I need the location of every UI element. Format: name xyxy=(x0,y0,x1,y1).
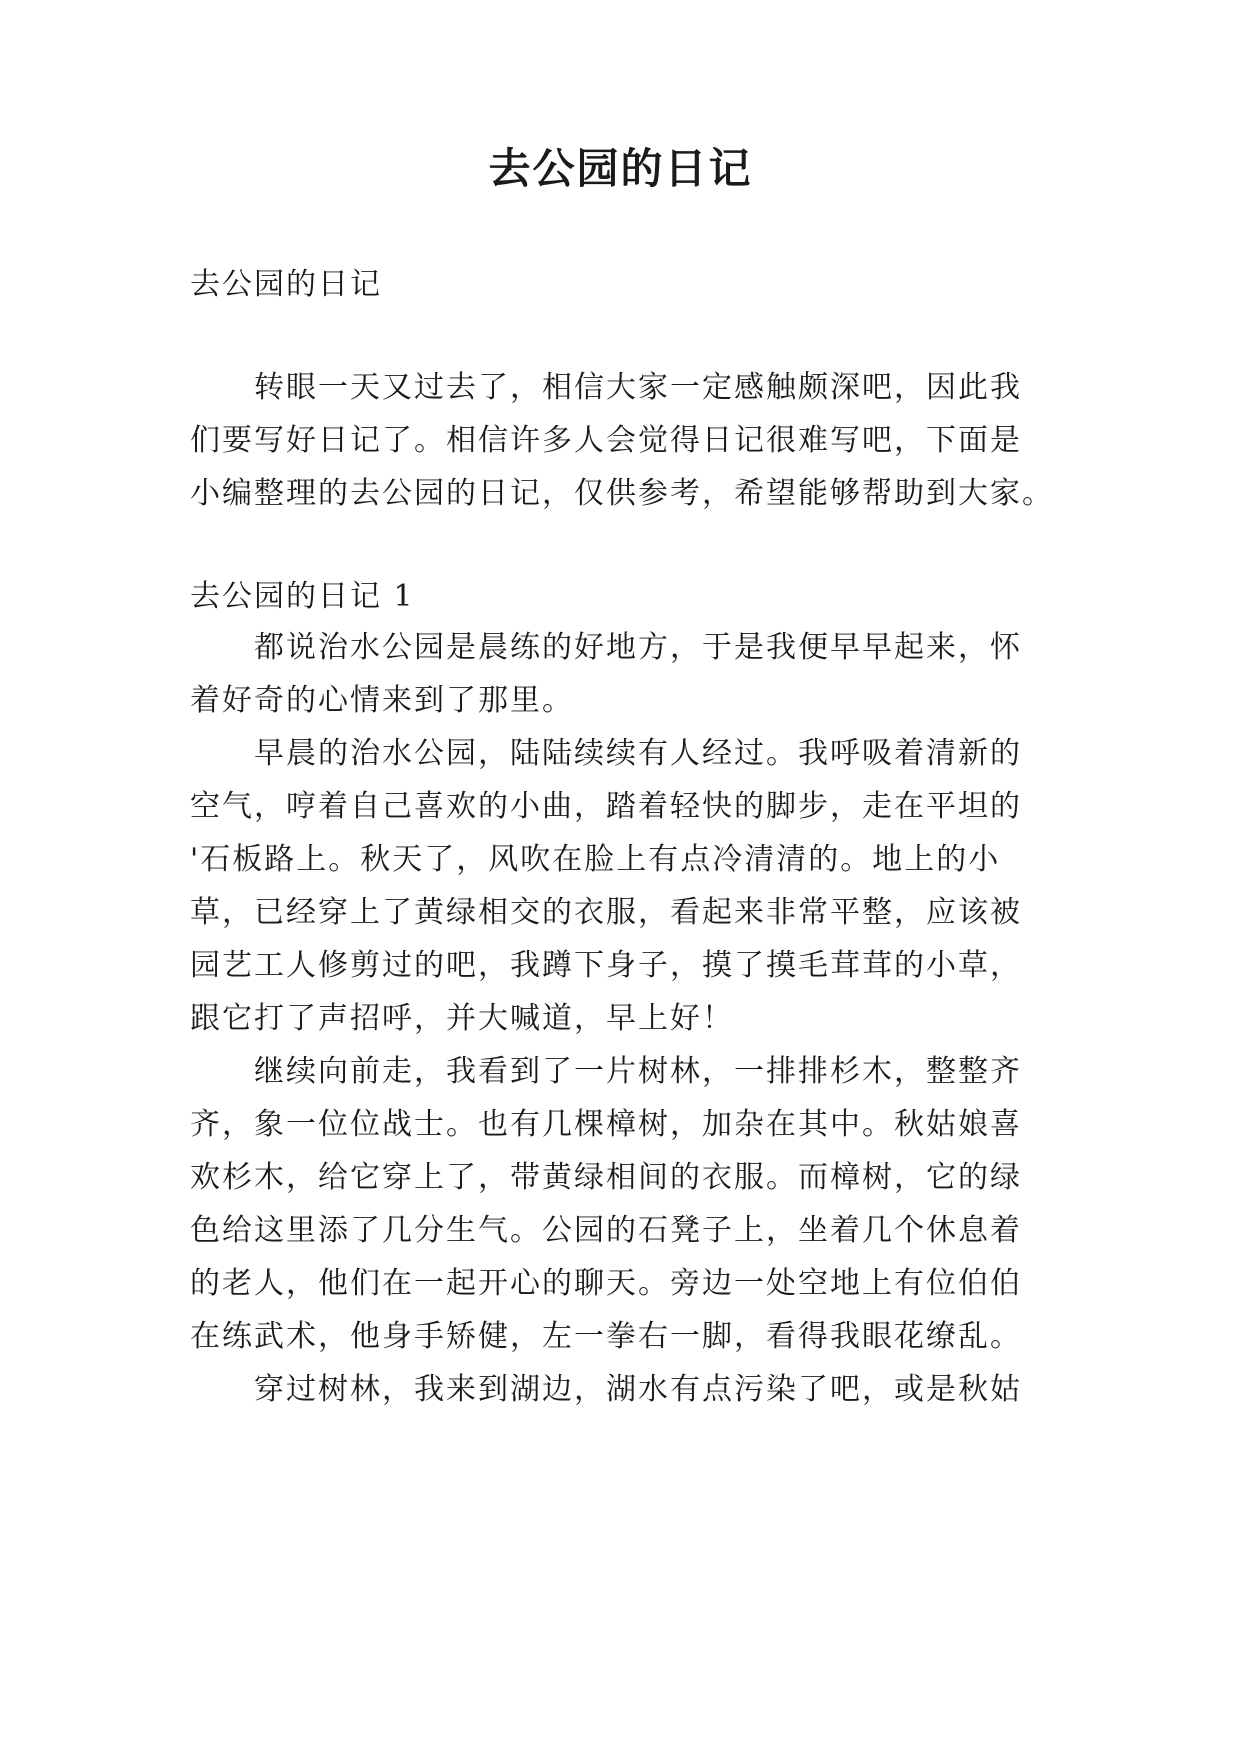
subtitle: 去公园的日记 xyxy=(190,267,382,302)
section-heading: 去公园的日记 1 xyxy=(190,579,415,614)
intro-line: 们要写好日记了。相信许多人会觉得日记很难写吧，下面是 xyxy=(190,423,1022,458)
intro-line: 小编整理的去公园的日记，仅供参考，希望能够帮助到大家。 xyxy=(190,476,1054,511)
body-line: 在练武术，他身手矫健，左一拳右一脚，看得我眼花缭乱。 xyxy=(190,1319,1022,1354)
body-line: 着好奇的心情来到了那里。 xyxy=(190,683,574,718)
document-title: 去公园的日记 xyxy=(488,144,753,193)
body-line: 齐，象一位位战士。也有几棵樟树，加杂在其中。秋姑娘喜 xyxy=(190,1107,1022,1142)
body-line: 继续向前走，我看到了一片树林，一排排杉木，整整齐 xyxy=(254,1054,1022,1089)
body-line: 园艺工人修剪过的吧，我蹲下身子，摸了摸毛茸茸的小草， xyxy=(190,948,1022,983)
body-line: 穿过树林，我来到湖边，湖水有点污染了吧，或是秋姑 xyxy=(254,1372,1022,1407)
body-line: 的老人，他们在一起开心的聊天。旁边一处空地上有位伯伯 xyxy=(190,1266,1022,1301)
body-line: 都说治水公园是晨练的好地方，于是我便早早起来，怀 xyxy=(254,630,1022,665)
body-line: 早晨的治水公园，陆陆续续有人经过。我呼吸着清新的 xyxy=(254,736,1022,771)
body-line: 草，已经穿上了黄绿相交的衣服，看起来非常平整，应该被 xyxy=(190,895,1022,930)
body-line: '石板路上。秋天了，风吹在脸上有点冷清清的。地上的小 xyxy=(190,842,1001,877)
body-line: 跟它打了声招呼，并大喊道，早上好！ xyxy=(190,1001,734,1036)
body-line: 欢杉木，给它穿上了，带黄绿相间的衣服。而樟树，它的绿 xyxy=(190,1160,1022,1195)
body-line: 空气，哼着自己喜欢的小曲，踏着轻快的脚步，走在平坦的 xyxy=(190,789,1022,824)
body-line: 色给这里添了几分生气。公园的石凳子上，坐着几个休息着 xyxy=(190,1213,1022,1248)
intro-line: 转眼一天又过去了，相信大家一定感触颇深吧，因此我 xyxy=(254,370,1022,405)
